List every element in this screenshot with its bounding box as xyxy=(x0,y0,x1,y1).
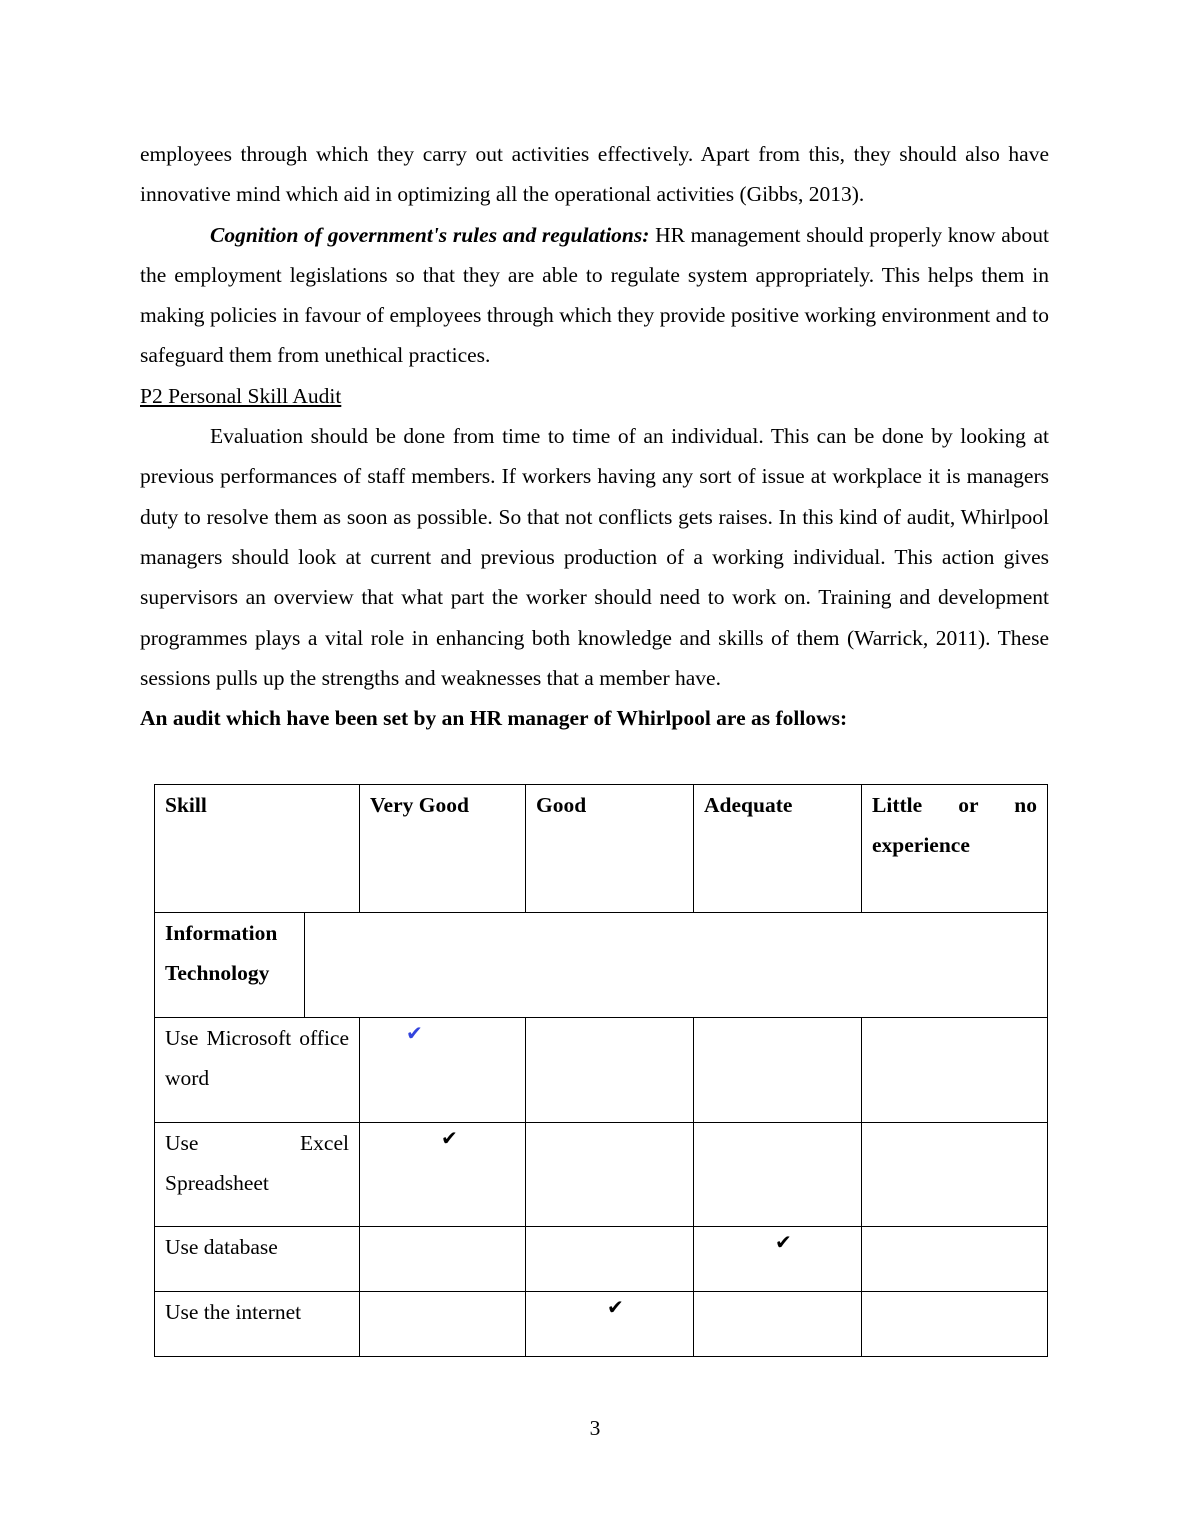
rating-adequate-cell xyxy=(694,1018,862,1123)
category-information-technology: Information Technology xyxy=(155,913,305,1018)
section-heading: P2 Personal Skill Audit xyxy=(140,383,342,408)
checkmark-icon: ✔ xyxy=(441,1126,458,1150)
rating-good-cell xyxy=(526,1123,694,1227)
rating-good-cell xyxy=(526,1018,694,1123)
table-row xyxy=(155,1123,1048,1227)
rating-adequate-cell xyxy=(694,1123,862,1227)
table-row xyxy=(155,1292,1048,1357)
header-little-or-no-experience: Little or no experience xyxy=(862,785,1048,913)
paragraph-evaluation: Evaluation should be done from time to time of an individual. This can be done by looking at previous performances of staff members. If workers having any sort of issue at workplace it is managers duty to resolve them as soon as possible. So that not conflicts gets raises. In this kind of audit, Whirlpool managers should look at current and previous production of a working individual. This action gives supervisors an overview that what part the worker should need to work on. Training and development programmes plays a vital role in enhancing both knowledge and skills of them (Warrick, 2011). These sessions pulls up the strengths and weaknesses that a member have. xyxy=(140,424,1049,690)
header-skill: Skill xyxy=(155,785,360,913)
rating-very-good-cell xyxy=(360,1123,526,1227)
page-number: 3 xyxy=(589,1416,601,1440)
rating-good-cell xyxy=(526,1227,694,1292)
cognition-text: HR management should properly know about the employment legislations so that they are able to regulate system appropriately. This helps them in making policies in favour of employees through which they provide positive working environment and to safeguard them from unethical practices. xyxy=(140,222,1049,368)
skill-audit-table xyxy=(154,784,1048,1357)
skill-cell: Use Excel Spreadsheet xyxy=(155,1123,360,1227)
rating-little-cell xyxy=(862,1123,1048,1227)
cognition-label: Cognition of government's rules and regulations: xyxy=(210,222,650,247)
rating-adequate-cell xyxy=(694,1227,862,1292)
rating-adequate-cell xyxy=(694,1292,862,1357)
checkmark-icon: ✔ xyxy=(775,1230,792,1254)
table-row xyxy=(155,1227,1048,1292)
category-row xyxy=(155,913,1048,1018)
rating-good-cell xyxy=(526,1292,694,1357)
skill-cell: Use the internet xyxy=(155,1292,360,1357)
rating-very-good-cell xyxy=(360,1227,526,1292)
category-empty-cell xyxy=(305,913,1048,1018)
rating-little-cell xyxy=(862,1227,1048,1292)
checkmark-icon: ✔ xyxy=(406,1021,423,1045)
header-very-good: Very Good xyxy=(360,785,526,913)
rating-little-cell xyxy=(862,1018,1048,1123)
header-good: Good xyxy=(526,785,694,913)
document-body xyxy=(140,134,1049,738)
table-header-row xyxy=(155,785,1048,913)
skill-cell: Use Microsoft office word xyxy=(155,1018,360,1123)
header-adequate: Adequate xyxy=(694,785,862,913)
paragraph-employees: employees through which they carry out activities effectively. Apart from this, they should also have innovative mind which aid in optimizing all the operational activities (Gibbs, 2013). xyxy=(140,142,1049,207)
checkmark-icon: ✔ xyxy=(607,1295,624,1319)
table-caption: An audit which have been set by an HR manager of Whirlpool are as follows: xyxy=(140,706,848,731)
rating-very-good-cell xyxy=(360,1018,526,1123)
table-row xyxy=(155,1018,1048,1123)
paragraph-cognition xyxy=(140,215,1049,376)
rating-very-good-cell xyxy=(360,1292,526,1357)
rating-little-cell xyxy=(862,1292,1048,1357)
skill-cell: Use database xyxy=(155,1227,360,1292)
